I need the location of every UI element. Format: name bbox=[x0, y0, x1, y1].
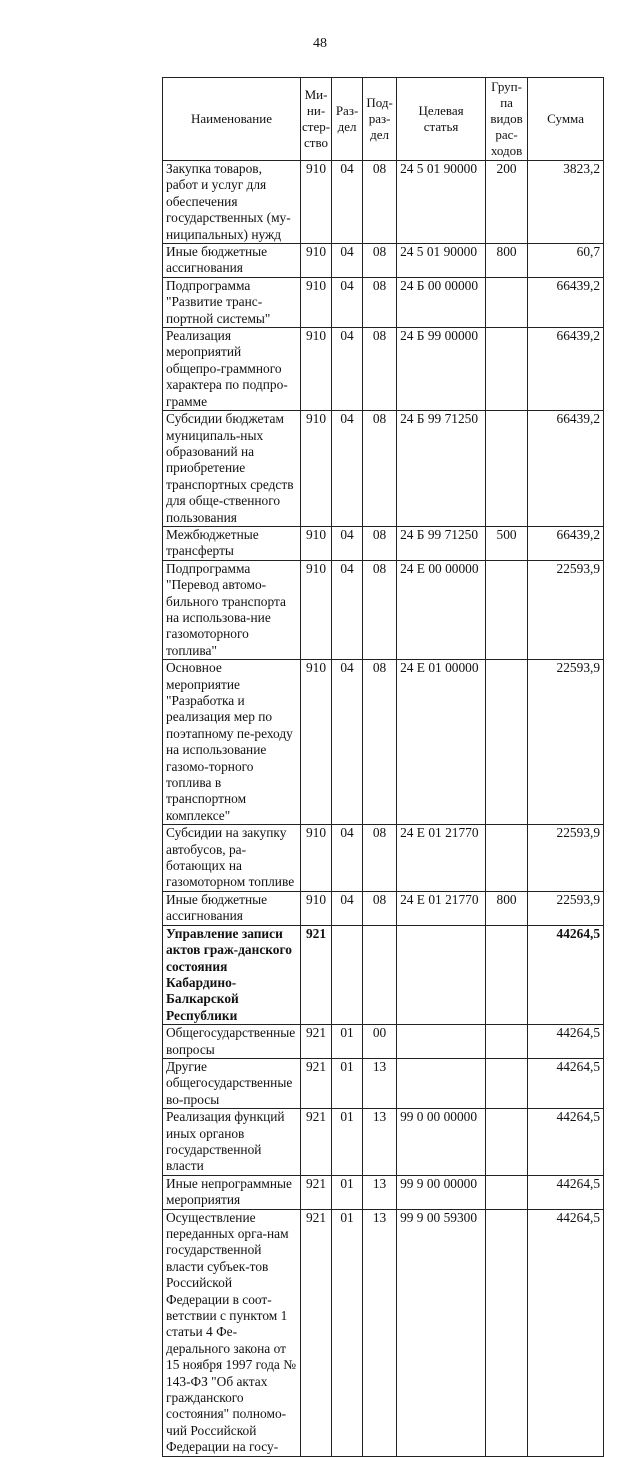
cell-section: 04 bbox=[332, 825, 363, 892]
cell-ministry: 910 bbox=[301, 825, 332, 892]
cell-name: Иные бюджетные ассигнования bbox=[163, 891, 301, 925]
cell-sum: 22593,9 bbox=[528, 660, 604, 825]
cell-sum: 66439,2 bbox=[528, 328, 604, 411]
cell-section: 04 bbox=[332, 526, 363, 560]
table-row bbox=[163, 244, 604, 278]
cell-subsection: 13 bbox=[363, 1175, 397, 1209]
cell-target bbox=[397, 1025, 486, 1059]
table-row bbox=[163, 1175, 604, 1209]
cell-sum: 3823,2 bbox=[528, 161, 604, 244]
cell-sum: 44264,5 bbox=[528, 1025, 604, 1059]
header-ministry bbox=[301, 78, 332, 161]
table-row bbox=[163, 891, 604, 925]
cell-subsection: 08 bbox=[363, 328, 397, 411]
table-row bbox=[163, 411, 604, 527]
cell-group bbox=[486, 277, 528, 327]
cell-group bbox=[486, 1109, 528, 1176]
cell-name: Субсидии на закупку автобусов, ра-ботающих на газомоторном топливе bbox=[163, 825, 301, 892]
cell-target: 24 Е 00 00000 bbox=[397, 560, 486, 659]
cell-group: 800 bbox=[486, 244, 528, 278]
header-target-text: Целевая статья bbox=[418, 103, 464, 134]
table-row bbox=[163, 277, 604, 327]
cell-name: Иные непрограммные мероприятия bbox=[163, 1175, 301, 1209]
cell-sum: 66439,2 bbox=[528, 526, 604, 560]
header-ministry-text: Ми- ни- стер- ство bbox=[302, 87, 331, 150]
cell-sum: 44264,5 bbox=[528, 1109, 604, 1176]
cell-section: 01 bbox=[332, 1109, 363, 1176]
cell-group bbox=[486, 1058, 528, 1108]
cell-ministry: 921 bbox=[301, 925, 332, 1024]
table-row bbox=[163, 825, 604, 892]
cell-subsection: 08 bbox=[363, 411, 397, 527]
table-row bbox=[163, 560, 604, 659]
cell-subsection: 13 bbox=[363, 1209, 397, 1456]
cell-target: 24 Е 01 00000 bbox=[397, 660, 486, 825]
cell-section bbox=[332, 925, 363, 1024]
cell-target: 24 Е 01 21770 bbox=[397, 825, 486, 892]
cell-section: 04 bbox=[332, 411, 363, 527]
cell-subsection: 13 bbox=[363, 1058, 397, 1108]
cell-section: 04 bbox=[332, 328, 363, 411]
cell-sum: 44264,5 bbox=[528, 1175, 604, 1209]
cell-ministry: 921 bbox=[301, 1025, 332, 1059]
cell-name: Общегосударственные вопросы bbox=[163, 1025, 301, 1059]
cell-section: 04 bbox=[332, 560, 363, 659]
cell-target: 24 5 01 90000 bbox=[397, 161, 486, 244]
cell-group bbox=[486, 825, 528, 892]
cell-ministry: 921 bbox=[301, 1175, 332, 1209]
header-target bbox=[397, 78, 486, 161]
table-row bbox=[163, 526, 604, 560]
cell-ministry: 910 bbox=[301, 660, 332, 825]
cell-sum: 60,7 bbox=[528, 244, 604, 278]
cell-subsection: 13 bbox=[363, 1109, 397, 1176]
cell-group bbox=[486, 560, 528, 659]
cell-sum: 22593,9 bbox=[528, 825, 604, 892]
header-group bbox=[486, 78, 528, 161]
cell-group bbox=[486, 660, 528, 825]
cell-group bbox=[486, 925, 528, 1024]
cell-target: 99 0 00 00000 bbox=[397, 1109, 486, 1176]
header-group-text: Груп- па видов рас- ходов bbox=[490, 79, 523, 158]
cell-section: 04 bbox=[332, 891, 363, 925]
cell-ministry: 921 bbox=[301, 1209, 332, 1456]
cell-name: Закупка товаров, работ и услуг для обеспечения государственных (му-ниципальных) нужд bbox=[163, 161, 301, 244]
cell-sum: 22593,9 bbox=[528, 891, 604, 925]
cell-subsection bbox=[363, 925, 397, 1024]
cell-ministry: 921 bbox=[301, 1109, 332, 1176]
cell-sum: 22593,9 bbox=[528, 560, 604, 659]
cell-subsection: 08 bbox=[363, 277, 397, 327]
table-row bbox=[163, 660, 604, 825]
cell-target: 24 Б 99 71250 bbox=[397, 411, 486, 527]
cell-sum: 44264,5 bbox=[528, 925, 604, 1024]
table-row bbox=[163, 1209, 604, 1456]
cell-ministry: 910 bbox=[301, 328, 332, 411]
table-row bbox=[163, 1025, 604, 1059]
cell-target: 24 Е 01 21770 bbox=[397, 891, 486, 925]
header-sum: Сумма bbox=[528, 78, 604, 161]
cell-subsection: 08 bbox=[363, 161, 397, 244]
cell-group: 200 bbox=[486, 161, 528, 244]
cell-name: Субсидии бюджетам муниципаль-ных образований на приобретение транспортных средств для обще-ственного пользования bbox=[163, 411, 301, 527]
cell-target: 99 9 00 59300 bbox=[397, 1209, 486, 1456]
cell-name: Подпрограмма "Развитие транс-портной системы" bbox=[163, 277, 301, 327]
table-row bbox=[163, 161, 604, 244]
cell-section: 01 bbox=[332, 1058, 363, 1108]
table-row bbox=[163, 1058, 604, 1108]
cell-group: 800 bbox=[486, 891, 528, 925]
cell-subsection: 08 bbox=[363, 825, 397, 892]
cell-subsection: 08 bbox=[363, 526, 397, 560]
cell-ministry: 921 bbox=[301, 1058, 332, 1108]
header-section bbox=[332, 78, 363, 161]
cell-target: 24 Б 00 00000 bbox=[397, 277, 486, 327]
budget-table bbox=[162, 77, 604, 1457]
cell-section: 01 bbox=[332, 1175, 363, 1209]
cell-target: 99 9 00 00000 bbox=[397, 1175, 486, 1209]
cell-group bbox=[486, 328, 528, 411]
cell-name: Основное мероприятие "Разработка и реализация мер по поэтапному пе-реходу на использование газомо-торного топлива в транспортном комплексе" bbox=[163, 660, 301, 825]
cell-name: Управление записи актов граж-данского состояния Кабардино-Балкарской Республики bbox=[163, 925, 301, 1024]
cell-sum: 44264,5 bbox=[528, 1209, 604, 1456]
cell-section: 04 bbox=[332, 161, 363, 244]
cell-group bbox=[486, 411, 528, 527]
cell-target bbox=[397, 925, 486, 1024]
cell-ministry: 910 bbox=[301, 526, 332, 560]
cell-target: 24 Б 99 00000 bbox=[397, 328, 486, 411]
cell-target: 24 Б 99 71250 bbox=[397, 526, 486, 560]
table-row bbox=[163, 328, 604, 411]
cell-section: 04 bbox=[332, 277, 363, 327]
cell-ministry: 910 bbox=[301, 411, 332, 527]
table-row-department bbox=[163, 925, 604, 1024]
cell-ministry: 910 bbox=[301, 277, 332, 327]
cell-group bbox=[486, 1175, 528, 1209]
cell-name: Осуществление переданных орга-нам государственной власти субъек-тов Российской Федерации в соот-ветствии с пунктом 1 статьи 4 Фе-дерального закона от 15 ноября 1997 года № 143-ФЗ "Об актах гражданского состояния" полномо-чий Российской Федерации на госу- bbox=[163, 1209, 301, 1456]
header-row bbox=[163, 78, 604, 161]
cell-group: 500 bbox=[486, 526, 528, 560]
cell-section: 04 bbox=[332, 660, 363, 825]
cell-subsection: 08 bbox=[363, 891, 397, 925]
cell-name: Другие общегосударственные во-просы bbox=[163, 1058, 301, 1108]
cell-subsection: 08 bbox=[363, 244, 397, 278]
cell-group bbox=[486, 1025, 528, 1059]
cell-ministry: 910 bbox=[301, 244, 332, 278]
cell-target bbox=[397, 1058, 486, 1108]
header-section-text: Раз- дел bbox=[335, 103, 359, 134]
cell-ministry: 910 bbox=[301, 560, 332, 659]
cell-name: Подпрограмма "Перевод автомо-бильного транспорта на использова-ние газомоторного топлива" bbox=[163, 560, 301, 659]
cell-subsection: 00 bbox=[363, 1025, 397, 1059]
cell-ministry: 910 bbox=[301, 161, 332, 244]
cell-sum: 44264,5 bbox=[528, 1058, 604, 1108]
cell-name: Реализация функций иных органов государственной власти bbox=[163, 1109, 301, 1176]
cell-section: 04 bbox=[332, 244, 363, 278]
cell-section: 01 bbox=[332, 1025, 363, 1059]
cell-target: 24 5 01 90000 bbox=[397, 244, 486, 278]
page-number: 48 bbox=[313, 36, 327, 51]
cell-group bbox=[486, 1209, 528, 1456]
cell-section: 01 bbox=[332, 1209, 363, 1456]
cell-name: Межбюджетные трансферты bbox=[163, 526, 301, 560]
table-row bbox=[163, 1109, 604, 1176]
cell-sum: 66439,2 bbox=[528, 277, 604, 327]
cell-name: Реализация мероприятий общепро-граммного характера по подпро-грамме bbox=[163, 328, 301, 411]
header-subsection bbox=[363, 78, 397, 161]
cell-sum: 66439,2 bbox=[528, 411, 604, 527]
header-name: Наименование bbox=[163, 78, 301, 161]
cell-name: Иные бюджетные ассигнования bbox=[163, 244, 301, 278]
header-subsection-text: Под- раз- дел bbox=[366, 95, 393, 142]
cell-subsection: 08 bbox=[363, 560, 397, 659]
cell-ministry: 910 bbox=[301, 891, 332, 925]
cell-subsection: 08 bbox=[363, 660, 397, 825]
